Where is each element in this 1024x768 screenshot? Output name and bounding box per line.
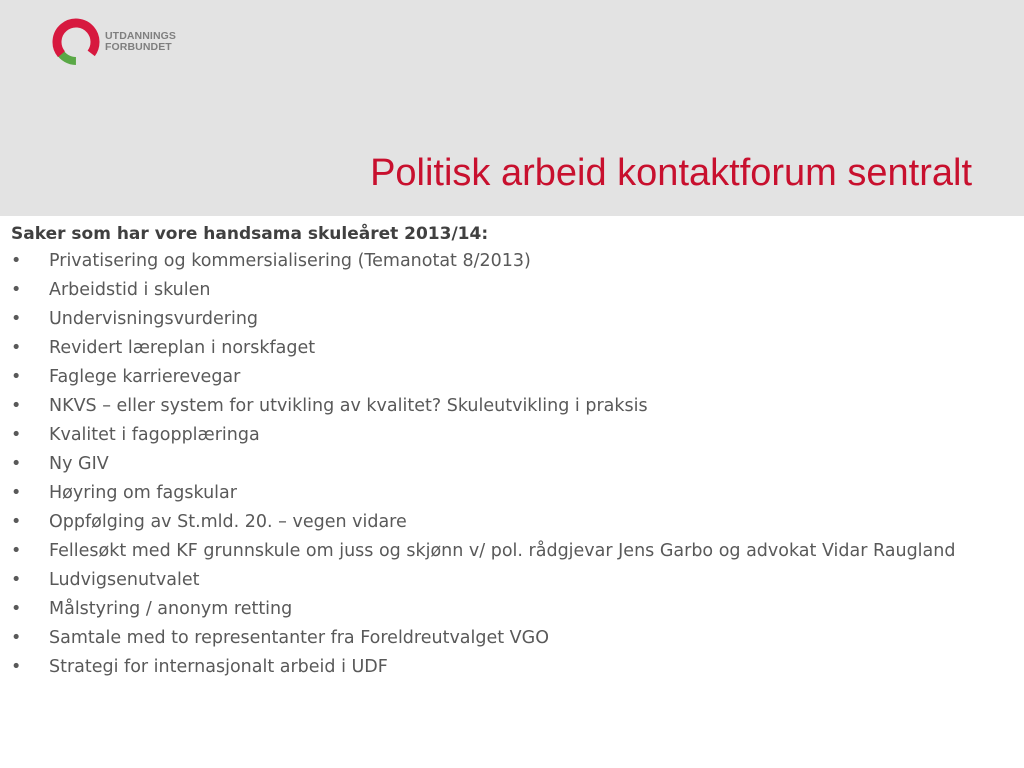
bullet-text: NKVS – eller system for utvikling av kvalitet? Skuleutvikling i praksis <box>49 396 648 416</box>
logo-line-1: UTDANNINGS <box>105 30 176 42</box>
bullet-icon: • <box>11 483 22 503</box>
bullet-icon: • <box>11 454 22 474</box>
bullet-text: Målstyring / anonym retting <box>49 599 293 619</box>
bullet-text: Arbeidstid i skulen <box>49 280 211 300</box>
bullet-item <box>11 598 1001 621</box>
logo-ring-icon <box>52 17 100 67</box>
utdanningsforbundet-logo <box>52 17 176 67</box>
bullet-item <box>11 308 1001 331</box>
bullet-text: Privatisering og kommersialisering (Temanotat 8/2013) <box>49 251 531 271</box>
bullet-list <box>11 250 1001 679</box>
logo-wordmark <box>105 31 176 53</box>
bullet-icon: • <box>11 425 22 445</box>
bullet-item <box>11 424 1001 447</box>
bullet-icon: • <box>11 541 22 561</box>
bullet-item <box>11 482 1001 505</box>
bullet-icon: • <box>11 570 22 590</box>
bullet-item <box>11 366 1001 389</box>
bullet-text: Høyring om fagskular <box>49 483 237 503</box>
bullet-item <box>11 569 1001 592</box>
bullet-item <box>11 250 1001 273</box>
bullet-item <box>11 395 1001 418</box>
slide-title: Politisk arbeid kontaktforum sentralt <box>370 152 972 194</box>
bullet-text: Kvalitet i fagopplæringa <box>49 425 260 445</box>
bullet-icon: • <box>11 309 22 329</box>
bullet-item <box>11 511 1001 534</box>
bullet-text: Oppfølging av St.mld. 20. – vegen vidare <box>49 512 407 532</box>
logo-line-2: FORBUNDET <box>105 41 172 53</box>
slide-body <box>11 222 1001 685</box>
bullet-item <box>11 627 1001 650</box>
bullet-text: Ny GIV <box>49 454 109 474</box>
bullet-text: Undervisningsvurdering <box>49 309 259 329</box>
bullet-text: Ludvigsenutvalet <box>49 570 200 590</box>
bullet-icon: • <box>11 599 22 619</box>
bullet-text: Fellesøkt med KF grunnskule om juss og skjønn v/ pol. rådgjevar Jens Garbo og advokat Vidar Raugland <box>49 541 956 561</box>
bullet-text: Samtale med to representanter fra Foreldreutvalget VGO <box>49 628 549 648</box>
bullet-item <box>11 337 1001 360</box>
bullet-item <box>11 540 1001 563</box>
bullet-icon: • <box>11 512 22 532</box>
bullet-icon: • <box>11 280 22 300</box>
bullet-icon: • <box>11 251 22 271</box>
bullet-item <box>11 279 1001 302</box>
intro-heading: Saker som har vore handsama skuleåret 2013/14: <box>11 224 489 244</box>
bullet-icon: • <box>11 657 22 677</box>
bullet-text: Faglege karrierevegar <box>49 367 241 387</box>
bullet-item <box>11 453 1001 476</box>
bullet-text: Revidert læreplan i norskfaget <box>49 338 316 358</box>
bullet-text: Strategi for internasjonalt arbeid i UDF <box>49 657 388 677</box>
bullet-icon: • <box>11 367 22 387</box>
header-band <box>0 0 1024 216</box>
bullet-icon: • <box>11 396 22 416</box>
bullet-icon: • <box>11 338 22 358</box>
bullet-item <box>11 656 1001 679</box>
bullet-icon: • <box>11 628 22 648</box>
